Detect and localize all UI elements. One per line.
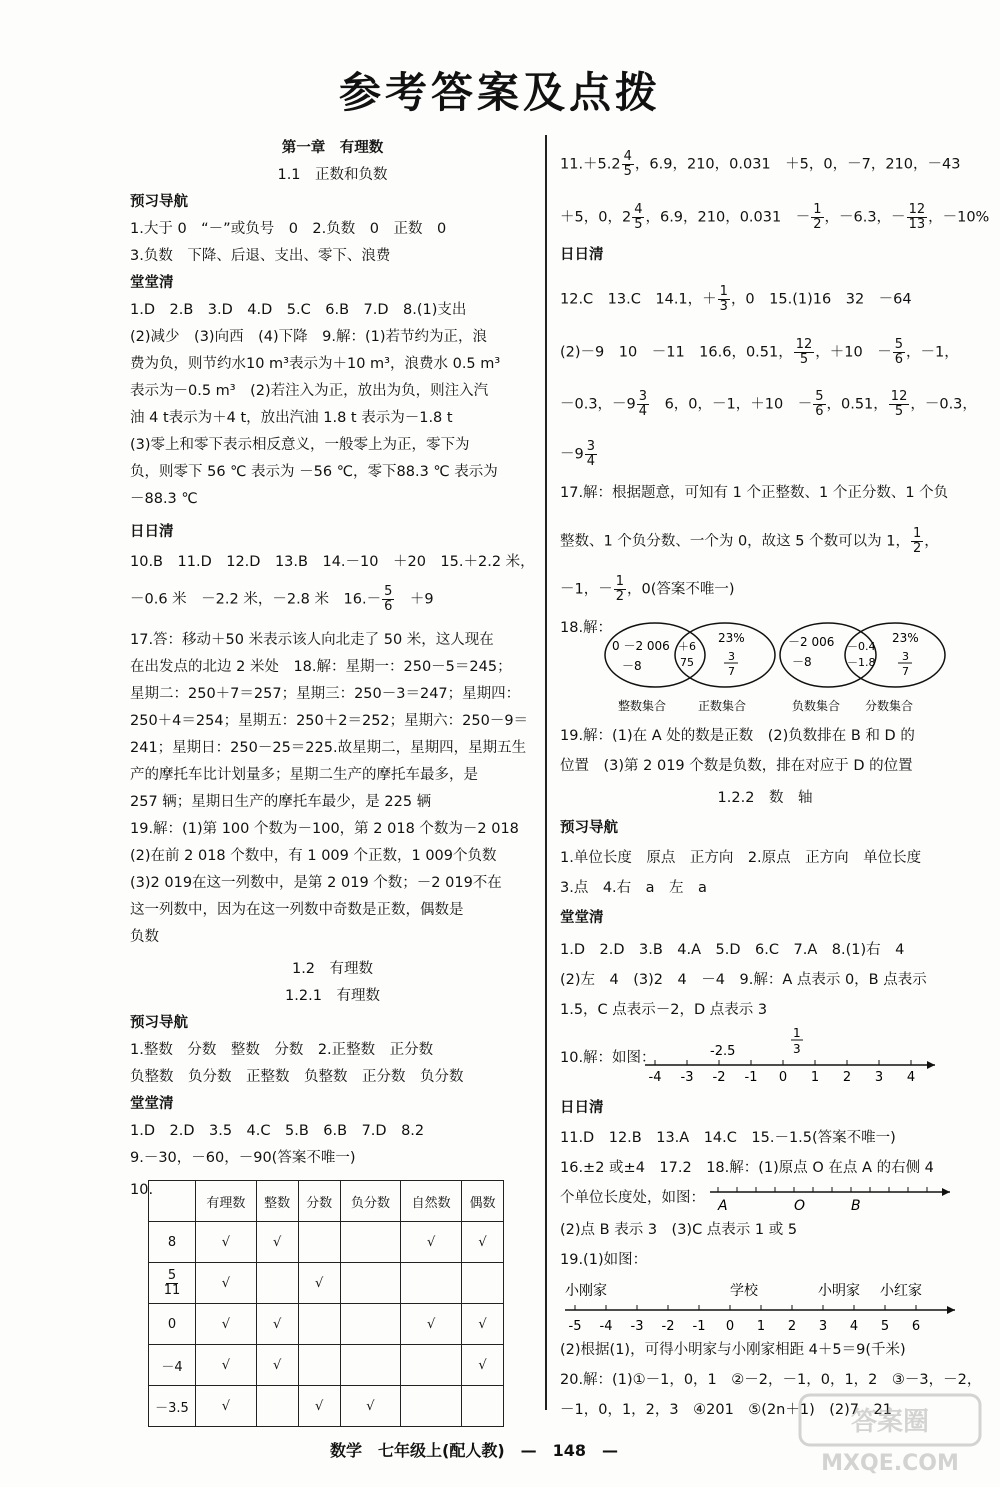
table-cell: √ [256, 1222, 298, 1263]
tick-label: -2 [712, 1070, 726, 1085]
venn-text: 7 [902, 665, 909, 678]
venn-text: －8 [792, 655, 812, 669]
venn-text: －1.8 [847, 656, 876, 669]
table-row [149, 1386, 504, 1427]
answer-line: 1.整数 分数 整数 分数 2.正整数 正分数 [130, 1042, 434, 1058]
fraction: $\frac{12}{5}$ [795, 337, 813, 367]
answer-line: 产的摩托车比计划量多；星期二生产的摩托车最多，是 [130, 767, 478, 783]
answer-line: (2)左 4 (3)2 4 －4 9.解：A 点表示 0，B 点表示 [560, 972, 927, 988]
answer-line: 10.解：如图： [560, 1050, 656, 1066]
tick-label: 2 [787, 1319, 797, 1334]
tick-label: 3 [874, 1070, 884, 1085]
page-footer: 数学 七年级上(配人教) — 148 — [330, 1441, 619, 1460]
fraction: $\frac{1}{2}$ [912, 526, 922, 556]
answer-line: 19.(1)如图： [560, 1252, 648, 1268]
table-cell: √ [256, 1304, 298, 1345]
subheading: 预习导航 [130, 194, 188, 210]
answer-line: 整数、1 个负分数、一个为 0，故这 5 个数可以为 1， $\frac{1}{2}$ ， [560, 526, 939, 556]
fraction: $\frac{5}{6}$ [894, 337, 904, 367]
page-title: 参考答案及点拨 [338, 68, 661, 117]
tick-label: -1 [744, 1070, 758, 1085]
answer-line: (3)2 019在这一列数中，是第 2 019 个数；－2 019不在 [130, 875, 502, 891]
answer-line: 12.C 13.C 14.1，＋ $\frac{1}{3}$ ，0 15.(1)16 32 －64 [560, 284, 912, 314]
number-line-2 [710, 1178, 960, 1218]
answer-line: 1.D 2.D 3.5 4.C 5.B 6.B 7.D 8.2 [130, 1123, 425, 1139]
row-label: $\frac{5}{11}$ [149, 1263, 196, 1304]
table-cell: √ [298, 1386, 340, 1427]
fraction: $\frac{4}{5}$ [623, 149, 632, 179]
point-label: -2.5 [710, 1044, 736, 1059]
table-cell [256, 1386, 298, 1427]
tick-label: 1 [756, 1319, 766, 1334]
answer-line: (2)－9 10 －11 16.6，0.51， $\frac{12}{5}$ ，＋10 － $\frac{5}{6}$ ，－1， [560, 337, 959, 367]
table-cell [462, 1386, 504, 1427]
tick-label: -5 [568, 1319, 582, 1334]
tick-label: -3 [630, 1319, 644, 1334]
tick-label: 0 [778, 1070, 788, 1085]
table-cell: √ [256, 1345, 298, 1386]
venn-text: －2 006 [788, 635, 835, 649]
table-cell: √ [462, 1304, 504, 1345]
chapter-heading: 第一章 有理数 [281, 140, 384, 156]
svg-text:答案圈: 答案圈 [850, 1407, 930, 1437]
venn-label: 整数集合 [618, 699, 667, 713]
subheading: 预习导航 [130, 1015, 188, 1031]
table-row [149, 1263, 504, 1304]
table-cell: √ [298, 1263, 340, 1304]
fraction: $\frac{4}{5}$ [634, 202, 643, 232]
section-heading: 1.2 有理数 [291, 961, 374, 977]
subheading: 堂堂清 [130, 275, 174, 291]
answer-line: 费为负，则节约水10 m³表示为＋10 m³，浪费水 0.5 m³ [130, 356, 501, 372]
venn-text: 23% [718, 631, 745, 645]
fraction: $\frac{3}{4}$ [586, 439, 596, 469]
venn-label: 分数集合 [865, 699, 914, 713]
axis-arrow [927, 1061, 935, 1069]
axis-arrow [947, 1306, 955, 1314]
section-heading: 1.2.1 有理数 [285, 988, 380, 1004]
tick-label: 6 [911, 1319, 921, 1334]
answer-line: 11.D 12.B 13.A 14.C 15.－1.5(答案不唯一) [560, 1130, 896, 1146]
answer-line: 负，则零下 56 ℃ 表示为 －56 ℃，零下88.3 ℃ 表示为 [130, 464, 498, 480]
venn-text: 7 [728, 665, 735, 678]
tick-label: -4 [648, 1070, 662, 1085]
answer-line: 负整数 负分数 正整数 负整数 正分数 负分数 [130, 1069, 464, 1085]
table-header: 自然数 [401, 1181, 462, 1222]
table-cell [298, 1304, 340, 1345]
table-header: 负分数 [340, 1181, 401, 1222]
tick-label: 4 [906, 1070, 916, 1085]
question-number: 10. [130, 1182, 154, 1198]
subheading: 日日清 [130, 524, 174, 540]
venn-text: 75 [680, 656, 694, 669]
answer-line: 1.大于 0 “－”或负号 0 2.负数 0 正数 0 [130, 221, 447, 237]
answer-line: －1，－ $\frac{1}{2}$ ，0(答案不唯一) [560, 574, 735, 604]
fraction: $\frac{5}{6}$ [384, 584, 393, 614]
table-header: 偶数 [462, 1181, 504, 1222]
answer-line: 241；星期日：250－25＝225.故星期二，星期四，星期五生 [130, 740, 527, 756]
table-cell: √ [462, 1345, 504, 1386]
venn-text: ＋6 [678, 640, 696, 653]
table-cell: √ [196, 1345, 257, 1386]
tick-label: -4 [599, 1319, 613, 1334]
answer-line: 油 4 t表示为＋4 t，放出汽油 1.8 t 表示为－1.8 t [130, 410, 453, 426]
answer-line: (2)根据(1)，可得小明家与小刚家相距 4＋5＝9(千米) [560, 1342, 906, 1358]
place-label: 学校 [730, 1283, 758, 1299]
text: －0.6 米 －2.2 米，－2.8 米 16.－ [130, 591, 382, 608]
answer-line: 17.答：移动＋50 米表示该人向北走了 50 米，这人现在 [130, 632, 494, 648]
venn-label: 正数集合 [698, 699, 747, 713]
table-cell [401, 1345, 462, 1386]
answer-line: 19.解：(1)第 100 个数为－100，第 2 018 个数为－2 018 [130, 821, 519, 837]
section-heading: 1.1 正数和负数 [277, 167, 388, 183]
tick-label: 4 [849, 1319, 859, 1334]
answer-line: －9 $\frac{3}{4}$ [560, 439, 596, 469]
fraction: $\frac{3}{4}$ [638, 389, 648, 419]
table-header: 有理数 [196, 1181, 257, 1222]
section-heading: 1.2.2 数 轴 [717, 790, 813, 806]
point-label: B [851, 1198, 861, 1214]
venn-diagrams [600, 610, 955, 720]
fraction: $\frac{1}{3}$ [719, 284, 728, 314]
table-cell: √ [196, 1304, 257, 1345]
text: ＋9 [395, 591, 434, 608]
table-cell [462, 1263, 504, 1304]
table-cell: √ [196, 1222, 257, 1263]
point-label: A [718, 1198, 728, 1214]
answer-line: 在出发点的北边 2 米处 18.解：星期一：250－5＝245； [130, 659, 512, 675]
table-header: 整数 [256, 1181, 298, 1222]
tick-label: 1 [810, 1070, 820, 1085]
table-cell: √ [401, 1304, 462, 1345]
answer-line: 1.D 2.D 3.B 4.A 5.D 6.C 7.A 8.(1)右 4 [560, 942, 905, 958]
answer-line: 星期二：250＋7＝257；星期三：250－3＝247；星期四： [130, 686, 521, 702]
place-label: 小刚家 [565, 1283, 607, 1299]
row-label: 0 [149, 1304, 196, 1345]
table-cell: √ [401, 1222, 462, 1263]
tick-label: 5 [880, 1319, 890, 1334]
answer-line: 20.解：(1)①－1，0，1 ②－2，－1，0，1，2 ③－3，－2， [560, 1372, 982, 1388]
venn-text: －0.4 [847, 640, 876, 653]
venn-text: －8 [622, 659, 642, 673]
table-cell [340, 1222, 401, 1263]
answer-line: 16.±2 或±4 17.2 18.解：(1)原点 O 在点 A 的右侧 4 [560, 1160, 934, 1176]
row-label: 8 [149, 1222, 196, 1263]
venn-text: 23% [892, 631, 919, 645]
subheading: 堂堂清 [560, 910, 604, 926]
answer-line: 表示为－0.5 m³ (2)若注入为正，放出为负，则注入汽 [130, 383, 489, 399]
answer-line: 18.解： [560, 620, 613, 636]
table-header: 分数 [298, 1181, 340, 1222]
table-cell: √ [462, 1222, 504, 1263]
tick-label: -3 [680, 1070, 694, 1085]
venn-label: 负数集合 [792, 699, 841, 713]
table-cell [340, 1304, 401, 1345]
answer-line: 1.单位长度 原点 正方向 2.原点 正方向 单位长度 [560, 850, 922, 866]
fraction: $\frac{1}{2}$ [813, 202, 822, 232]
answer-line: 个单位长度处，如图： [560, 1190, 705, 1206]
answer-line: －88.3 ℃ [130, 491, 198, 507]
answer-line: 1.5，C 点表示－2，D 点表示 3 [560, 1002, 768, 1018]
tick-label: 3 [818, 1319, 828, 1334]
venn-text: 3 [902, 650, 909, 663]
point-label: 1 [793, 1026, 801, 1040]
table-cell [401, 1386, 462, 1427]
table-cell [340, 1263, 401, 1304]
watermark-logo [795, 1390, 985, 1480]
venn-text: 3 [728, 650, 735, 663]
table-cell [298, 1222, 340, 1263]
answer-line: ＋5，0，2 $\frac{4}{5}$ ，6.9，210，0.031 － $\frac{1}{2}$ ，－6.3，－ $\frac{12}{13}$ ，－10% [560, 202, 990, 232]
answer-line: 3.负数 下降、后退、支出、零下、浪费 [130, 248, 391, 264]
table-cell [298, 1345, 340, 1386]
answer-line: 257 辆；星期日生产的摩托车最少，是 225 辆 [130, 794, 432, 810]
table-cell: √ [196, 1263, 257, 1304]
table-cell [340, 1345, 401, 1386]
answer-line: －0.3，－9 $\frac{3}{4}$ 6，0，－1，＋10 － $\frac{5}{6}$ ，0.51， $\frac{12}{5}$ ，－0.3， [560, 389, 977, 419]
answer-line [130, 585, 434, 614]
answer-line: －1，0，1，2，3 ④201 ⑤(2n＋1) (2)7 21 [560, 1402, 892, 1418]
subheading: 预习导航 [560, 820, 618, 836]
subheading: 日日清 [560, 247, 604, 263]
answer-line: (3)零上和零下表示相反意义，一般零上为正，零下为 [130, 437, 470, 453]
answer-line: (2)点 B 表示 3 (3)C 点表示 1 或 5 [560, 1222, 798, 1238]
classification-table [148, 1180, 504, 1427]
answer-line: 1.D 2.B 3.D 4.D 5.C 6.B 7.D 8.(1)支出 [130, 302, 467, 318]
axis-arrow [942, 1188, 950, 1196]
point-label: O [794, 1198, 806, 1214]
tick-label: -2 [661, 1319, 675, 1334]
tick-label: 2 [842, 1070, 852, 1085]
subheading: 日日清 [560, 1100, 604, 1116]
place-label: 小明家 [818, 1283, 860, 1299]
number-line-1 [640, 1025, 940, 1085]
answer-line: 250＋4＝254；星期五：250＋2＝252；星期六：250－9＝ [130, 713, 529, 729]
tick-label: 0 [725, 1319, 735, 1334]
table-header-row [149, 1181, 504, 1222]
table-cell [401, 1263, 462, 1304]
table-cell: √ [196, 1386, 257, 1427]
answer-line: (2)在前 2 018 个数中，有 1 009 个正数，1 009个负数 [130, 848, 497, 864]
fraction: $\frac{12}{5}$ [890, 389, 908, 419]
subheading: 堂堂清 [130, 1096, 174, 1112]
answer-line: 9.－30，－60，－90(答案不唯一) [130, 1150, 356, 1166]
answer-line: 负数 [130, 929, 159, 945]
row-label: －4 [149, 1345, 196, 1386]
tick-label: -1 [692, 1319, 706, 1334]
table-cell [256, 1263, 298, 1304]
table-cell: √ [340, 1386, 401, 1427]
fraction: $\frac{12}{13}$ [908, 202, 926, 232]
answer-line: (2)减少 (3)向西 (4)下降 9.解：(1)若节约为正，浪 [130, 329, 487, 345]
answer-line: 这一列数中，因为在这一列数中奇数是正数，偶数是 [130, 902, 464, 918]
point-label: 3 [793, 1042, 801, 1056]
table-row [149, 1345, 504, 1386]
table-row [149, 1304, 504, 1345]
table-row [149, 1222, 504, 1263]
answer-line: 11.＋5.2 $\frac{4}{5}$ ，6.9，210，0.031 ＋5，0，－7，210，－43 [560, 149, 961, 179]
svg-text:MXQE.COM: MXQE.COM [821, 1451, 959, 1476]
answer-line: 17.解：根据题意，可知有 1 个正整数、1 个正分数、1 个负 [560, 485, 949, 501]
number-line-3 [565, 1275, 965, 1335]
answer-line: 10.B 11.D 12.D 13.B 14.－10 ＋20 15.＋2.2 米， [130, 554, 535, 570]
place-label: 小红家 [880, 1283, 922, 1299]
fraction: $\frac{1}{2}$ [615, 574, 625, 604]
column-divider [545, 135, 547, 1410]
answer-line: 19.解：(1)在 A 处的数是正数 (2)负数排在 B 和 D 的 [560, 728, 915, 744]
fraction: $\frac{5}{6}$ [815, 389, 824, 419]
venn-text: 0 －2 006 [612, 639, 670, 653]
table-corner [149, 1181, 196, 1222]
row-label: －3.5 [149, 1386, 196, 1427]
answer-line: 3.点 4.右 a 左 a [560, 880, 707, 896]
answer-line: 位置 (3)第 2 019 个数是负数，排在对应于 D 的位置 [560, 758, 913, 774]
